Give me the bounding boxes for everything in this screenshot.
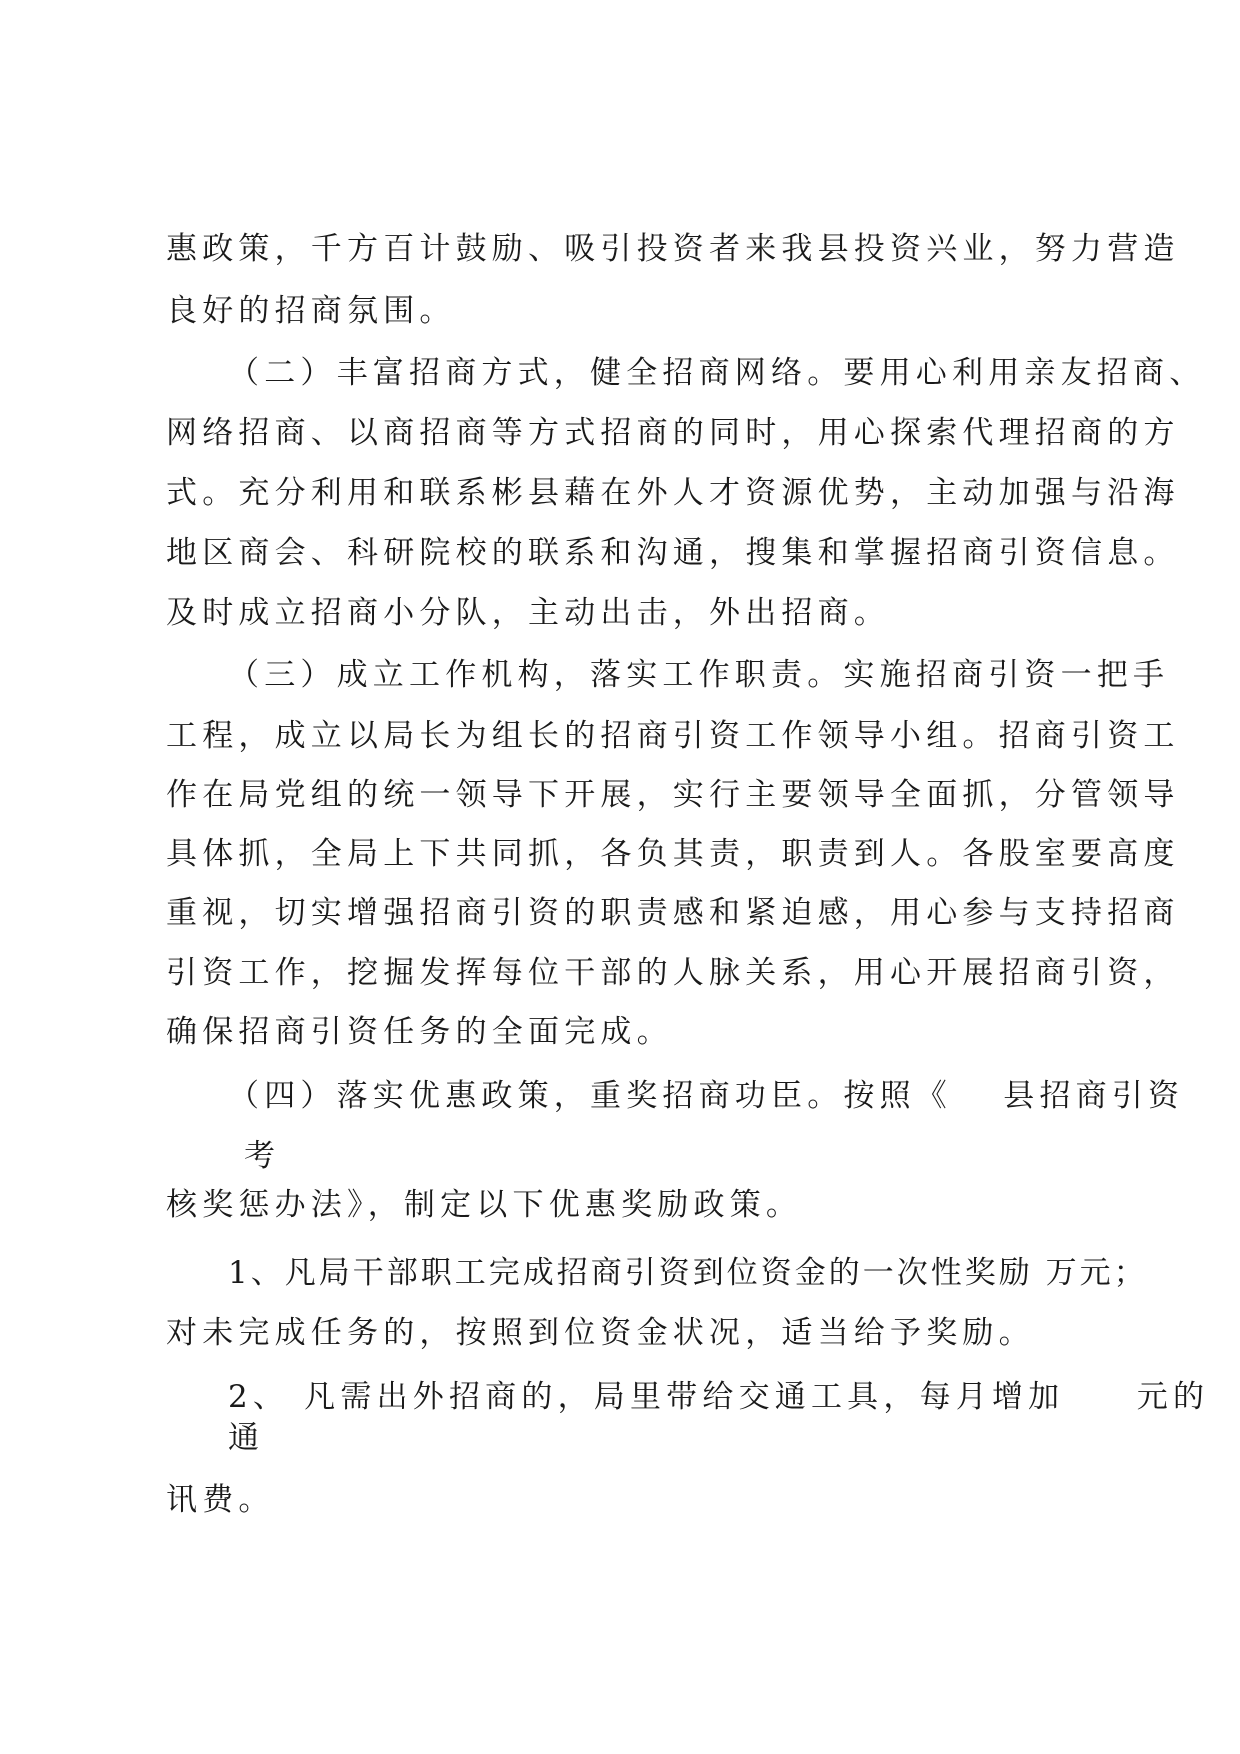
text-line-13: 引资工作，挖掘发挥每位干部的人脉关系，用心开展招商引资， <box>166 955 1180 991</box>
text-line-1: 惠政策，千方百计鼓励、吸引投资者来我县投资兴业，努力营造 <box>166 231 1180 267</box>
text-line-11: 具体抓，全局上下共同抓，各负其责，职责到人。各股室要高度 <box>166 836 1180 872</box>
text-line-12: 重视，切实增强招商引资的职责感和紧迫感，用心参与支持招商 <box>166 895 1180 931</box>
text-line-15: （四）落实优惠政策，重奖招商功臣。按照《 县招商引资 <box>228 1078 1185 1114</box>
text-line-3: （二）丰富招商方式，健全招商网络。要用心利用亲友招商、 <box>228 355 1206 391</box>
text-line-6: 地区商会、科研院校的联系和沟通，搜集和掌握招商引资信息。 <box>166 535 1180 571</box>
text-line-9: 工程，成立以局长为组长的招商引资工作领导小组。招商引资工 <box>166 718 1180 754</box>
text-line-19: 对未完成任务的，按照到位资金状况，适当给予奖励。 <box>166 1315 1035 1351</box>
text-line-7: 及时成立招商小分队，主动出击，外出招商。 <box>166 595 890 631</box>
text-line-18: 1、凡局干部职工完成招商引资到位资金的一次性奖励 万元； <box>228 1255 1148 1291</box>
text-line-20: 2、 凡需出外招商的，局里带给交通工具，每月增加 元的 <box>228 1379 1210 1415</box>
text-line-21: 通 <box>228 1420 265 1456</box>
text-line-10: 作在局党组的统一领导下开展，实行主要领导全面抓，分管领导 <box>166 777 1180 813</box>
text-line-4: 网络招商、以商招商等方式招商的同时，用心探索代理招商的方 <box>166 415 1180 451</box>
text-line-17: 核奖惩办法》，制定以下优惠奖励政策。 <box>166 1187 803 1223</box>
text-line-5: 式。充分利用和联系彬县藉在外人才资源优势，主动加强与沿海 <box>166 475 1180 511</box>
text-line-16: 考 <box>244 1138 281 1174</box>
text-line-2: 良好的招商氛围。 <box>166 293 456 329</box>
text-line-8: （三）成立工作机构，落实工作职责。实施招商引资一把手 <box>228 657 1170 693</box>
text-line-22: 讯费。 <box>166 1482 275 1518</box>
text-line-14: 确保招商引资任务的全面完成。 <box>166 1014 673 1050</box>
